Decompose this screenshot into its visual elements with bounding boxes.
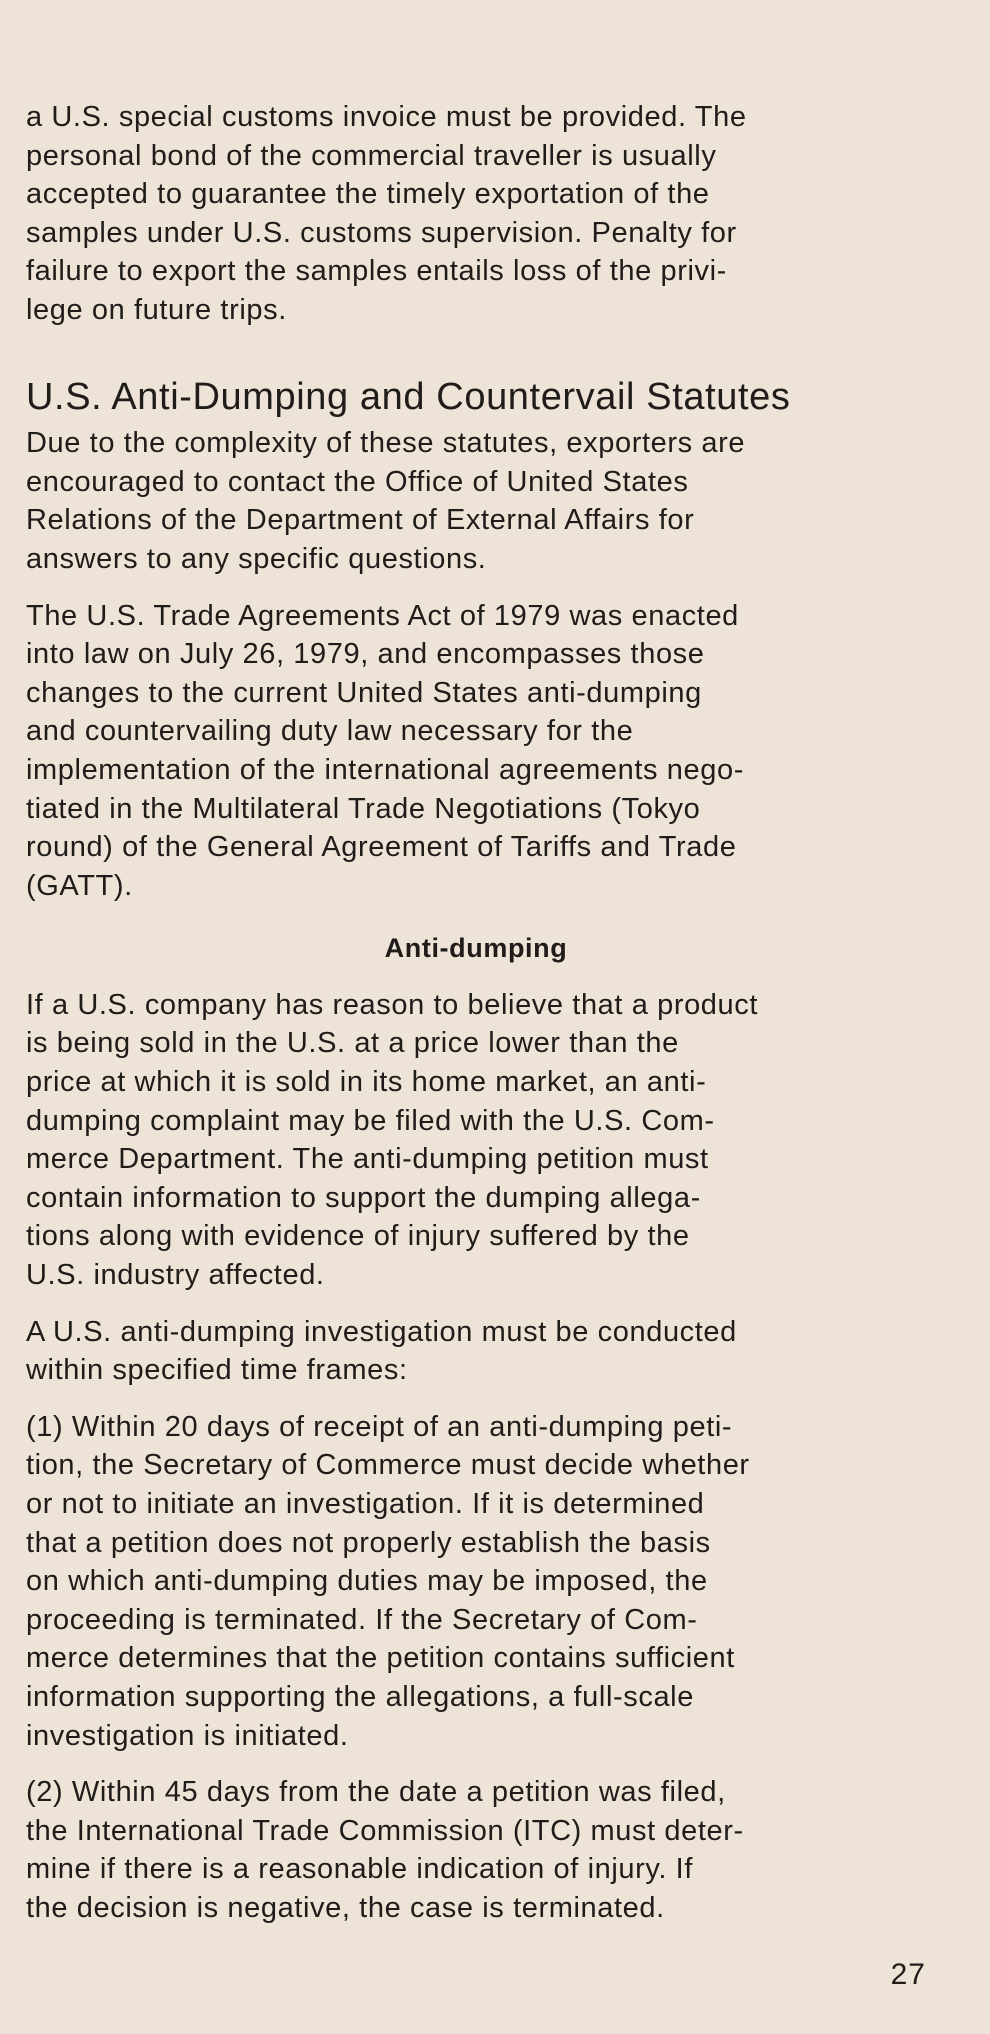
- text-line: tions along with evidence of injury suffered by the: [26, 1220, 690, 1253]
- paragraph-reason: [26, 986, 926, 1295]
- text-line: into law on July 26, 1979, and encompasses those: [26, 638, 705, 671]
- paragraph-intro: [26, 98, 926, 330]
- text-line: information supporting the allegations, a full-scale: [26, 1680, 694, 1713]
- paragraph-investigation: [26, 1313, 926, 1390]
- text-line: implementation of the international agreements nego-: [26, 753, 744, 786]
- text-line: that a petition does not properly establish the basis: [26, 1526, 711, 1559]
- text-line: a U.S. special customs invoice must be provided. The: [26, 101, 747, 133]
- text-line: (GATT).: [26, 869, 133, 902]
- paragraph-trade-act: [26, 597, 926, 906]
- text-line: Relations of the Department of External Affairs for: [26, 504, 695, 537]
- page-number: 27: [890, 1958, 926, 1991]
- paragraph-complexity: [26, 424, 926, 578]
- text-line: proceeding is terminated. If the Secretary of Com-: [26, 1603, 698, 1636]
- text-line: mine if there is a reasonable indication of injury. If: [26, 1853, 693, 1886]
- text-line: or not to initiate an investigation. If it is determined: [26, 1488, 705, 1520]
- text-line: tion, the Secretary of Commerce must decide whether: [26, 1449, 750, 1482]
- text-line: the International Trade Commission (ITC) must deter-: [26, 1814, 744, 1847]
- text-line: investigation is initiated.: [26, 1719, 349, 1752]
- text-line: within specified time frames:: [26, 1354, 408, 1387]
- text-line: dumping complaint may be filed with the U.S. Com-: [26, 1104, 715, 1137]
- text-line: contain information to support the dumping allega-: [26, 1181, 701, 1214]
- text-line: round) of the General Agreement of Tariffs and Trade: [26, 831, 737, 864]
- text-line: (2) Within 45 days from the date a petition was filed,: [26, 1776, 726, 1809]
- text-line: (1) Within 20 days of receipt of an anti-dumping peti-: [26, 1410, 733, 1443]
- text-line: A U.S. anti-dumping investigation must be conducted: [26, 1315, 737, 1348]
- text-line: failure to export the samples entails loss of the privi-: [26, 255, 727, 288]
- body-text: [26, 98, 926, 1946]
- paragraph-item-1: [26, 1408, 926, 1755]
- text-line: accepted to guarantee the timely exportation of the: [26, 178, 710, 211]
- text-line: personal bond of the commercial traveller is usually: [26, 139, 717, 172]
- text-line: the decision is negative, the case is terminated.: [26, 1891, 665, 1924]
- text-line: U.S. industry affected.: [26, 1259, 325, 1292]
- text-line: The U.S. Trade Agreements Act of 1979 was enacted: [26, 599, 739, 632]
- text-line: Due to the complexity of these statutes, exporters are: [26, 427, 746, 460]
- text-line: If a U.S. company has reason to believe that a product: [26, 988, 759, 1021]
- text-line: on which anti-dumping duties may be imposed, the: [26, 1565, 708, 1598]
- text-line: and countervailing duty law necessary for the: [26, 715, 634, 748]
- subheading-anti-dumping: Anti-dumping: [384, 933, 568, 964]
- text-line: merce determines that the petition contains sufficient: [26, 1642, 735, 1675]
- text-line: price at which it is sold in its home market, an anti-: [26, 1066, 707, 1099]
- text-line: encouraged to contact the Office of United States: [26, 465, 689, 498]
- text-line: samples under U.S. customs supervision. Penalty for: [26, 216, 737, 249]
- text-line: is being sold in the U.S. at a price lower than the: [26, 1027, 679, 1060]
- text-line: tiated in the Multilateral Trade Negotiations (Tokyo: [26, 792, 701, 825]
- text-line: changes to the current United States anti-dumping: [26, 676, 702, 709]
- paragraph-item-2: [26, 1773, 926, 1927]
- text-line: merce Department. The anti-dumping petition must: [26, 1143, 709, 1176]
- text-line: answers to any specific questions.: [26, 542, 487, 575]
- section-heading: U.S. Anti-Dumping and Countervail Statutes: [26, 375, 791, 418]
- text-line: lege on future trips.: [26, 293, 287, 326]
